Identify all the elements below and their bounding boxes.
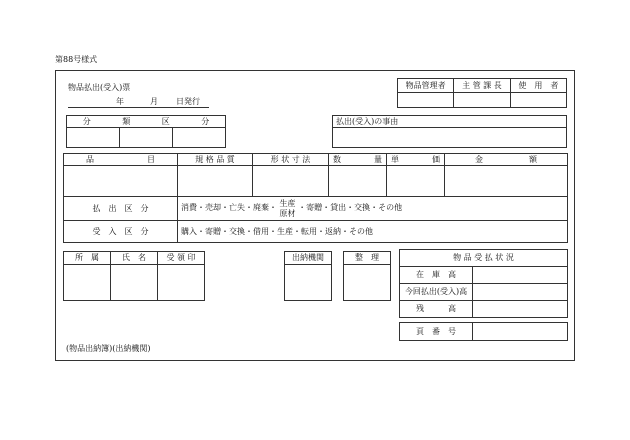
status-row-current-label: 今回払出(受入)高 bbox=[400, 284, 473, 301]
spec-cell[interactable] bbox=[178, 166, 253, 197]
arrangement-table bbox=[343, 251, 391, 301]
col-header-qty bbox=[329, 154, 387, 166]
amount-cell[interactable] bbox=[445, 166, 568, 197]
date-day-issue: 日発行 bbox=[176, 97, 200, 106]
payout-label: 払 出 区 分 bbox=[64, 197, 178, 221]
ledger-page-value[interactable] bbox=[473, 323, 568, 341]
form-title: 物品払出(受入)票 bbox=[68, 83, 131, 92]
dispatch-org-label: 出納機関 bbox=[285, 252, 332, 265]
col-header-unit-b: 価 bbox=[432, 154, 440, 164]
arrangement-label: 整 理 bbox=[344, 252, 391, 265]
sig-cell-user[interactable] bbox=[510, 93, 566, 108]
col-header-shape: 形 状 寸 法 bbox=[253, 154, 329, 166]
date-underline bbox=[68, 107, 209, 108]
seal-header-dept: 所 属 bbox=[64, 252, 111, 265]
status-title: 物 品 受 払 状 況 bbox=[400, 250, 568, 267]
item-cell[interactable] bbox=[64, 166, 178, 197]
receive-label: 受 入 区 分 bbox=[64, 221, 178, 243]
payout-options bbox=[178, 197, 568, 221]
classification-char-3: 区 bbox=[161, 116, 170, 126]
form-number: 第88号様式 bbox=[55, 55, 98, 64]
sig-header-user: 使 用 者 bbox=[510, 79, 566, 93]
col-header-amount-a: 金 bbox=[475, 154, 483, 164]
sig-cell-manager[interactable] bbox=[398, 93, 454, 108]
reason-input[interactable] bbox=[333, 128, 567, 148]
date-year: 年 bbox=[116, 97, 124, 106]
status-row-current-value[interactable] bbox=[473, 284, 568, 301]
seal-cell-dept[interactable] bbox=[64, 265, 111, 301]
classification-cell-3[interactable] bbox=[173, 128, 226, 148]
classification-cell-1[interactable] bbox=[67, 128, 120, 148]
classification-char-2: 類 bbox=[122, 116, 131, 126]
payout-options-mid-bottom: 原材 bbox=[279, 208, 296, 218]
col-header-unit-a: 単 bbox=[391, 154, 399, 164]
seal-cell-stamp[interactable] bbox=[158, 265, 205, 301]
shape-cell[interactable] bbox=[253, 166, 329, 197]
dispatch-org-table bbox=[284, 251, 332, 301]
status-row-stock-value[interactable] bbox=[473, 267, 568, 284]
reason-label: 払出(受入)の事由 bbox=[333, 116, 567, 128]
receipt-seal-table bbox=[63, 251, 205, 301]
reason-table bbox=[332, 115, 567, 148]
arrangement-cell[interactable] bbox=[344, 265, 391, 301]
status-row-balance-label: 残 高 bbox=[400, 301, 473, 318]
ledger-page-table bbox=[399, 322, 568, 341]
ledger-page-label: 頁 番 号 bbox=[400, 323, 473, 341]
col-header-qty-a: 数 bbox=[333, 154, 341, 164]
col-header-amount bbox=[445, 154, 568, 166]
status-row-stock-label: 在 庫 高 bbox=[400, 267, 473, 284]
seal-header-stamp: 受 領 印 bbox=[158, 252, 205, 265]
qty-cell[interactable] bbox=[329, 166, 387, 197]
classification-char-1: 分 bbox=[82, 116, 91, 126]
sig-cell-chief[interactable] bbox=[454, 93, 510, 108]
unit-cell[interactable] bbox=[387, 166, 445, 197]
sig-header-manager: 物品管理者 bbox=[398, 79, 454, 93]
classification-char-4: 分 bbox=[201, 116, 210, 126]
classification-header bbox=[67, 116, 226, 128]
status-row-balance-value[interactable] bbox=[473, 301, 568, 318]
sig-header-chief: 主 管 課 長 bbox=[454, 79, 510, 93]
payout-options-a: 消費・売却・亡失・廃棄・ bbox=[181, 203, 277, 213]
col-header-item bbox=[64, 154, 178, 166]
payout-options-mid-top: 生産 bbox=[279, 199, 296, 209]
seal-header-name: 氏 名 bbox=[111, 252, 158, 265]
col-header-unit bbox=[387, 154, 445, 166]
col-header-qty-b: 量 bbox=[374, 154, 382, 164]
payout-options-stack bbox=[280, 199, 296, 217]
col-header-amount-b: 額 bbox=[529, 154, 537, 164]
seal-cell-name[interactable] bbox=[111, 265, 158, 301]
col-header-item-b: 目 bbox=[147, 154, 155, 164]
status-table bbox=[399, 249, 568, 318]
signature-table bbox=[397, 78, 567, 108]
payout-options-b: ・寄贈・貸出・交換・その他 bbox=[298, 203, 403, 213]
col-header-item-a: 品 bbox=[86, 154, 94, 164]
receive-options: 購入・寄贈・交換・借用・生産・転用・返納・その他 bbox=[178, 221, 568, 243]
items-table bbox=[63, 153, 568, 243]
date-month: 月 bbox=[150, 97, 158, 106]
classification-cell-2[interactable] bbox=[120, 128, 173, 148]
footer-note: (物品出納簿)(出納機関) bbox=[66, 344, 151, 353]
classification-table bbox=[66, 115, 226, 148]
dispatch-org-cell[interactable] bbox=[285, 265, 332, 301]
col-header-spec: 規 格 品 質 bbox=[178, 154, 253, 166]
